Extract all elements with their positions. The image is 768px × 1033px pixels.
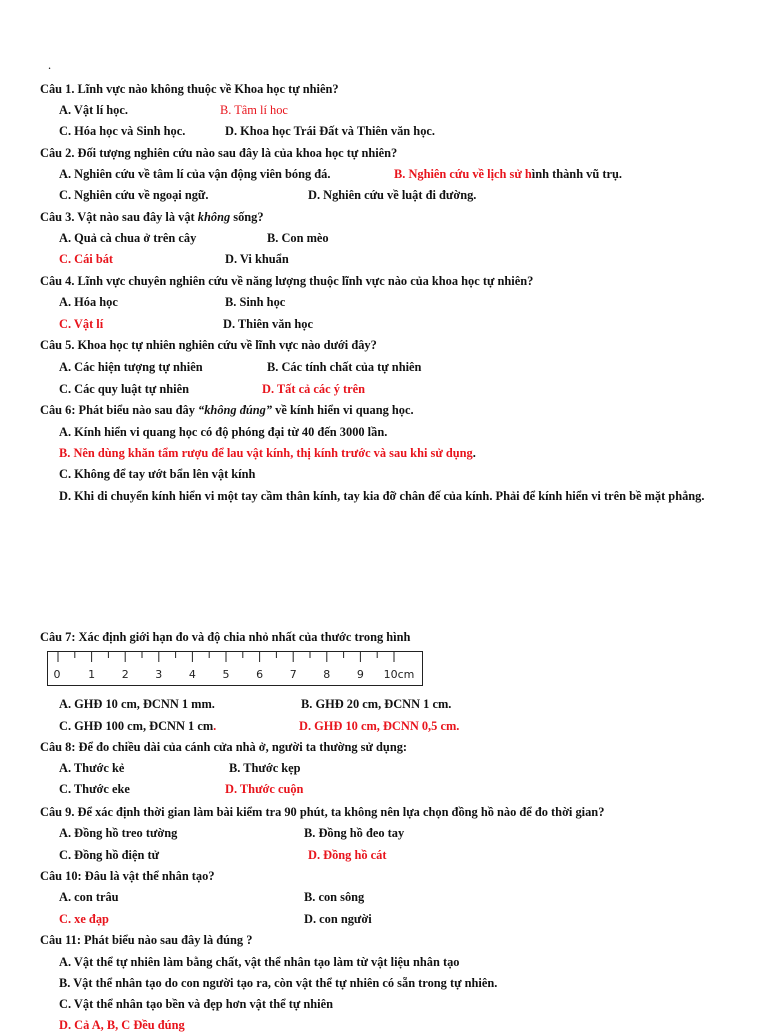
- q2-option-d: D. Nghiên cứu về luật đi đường.: [308, 188, 477, 202]
- ruler-label: 7: [289, 668, 297, 681]
- q11-option-a: A. Vật thể tự nhiên làm bằng chất, vật thể nhân tạo làm từ vật liệu nhân tạo: [59, 955, 460, 969]
- q3-option-a: A. Quả cà chua ở trên cây: [59, 231, 197, 245]
- q10-option-b: B. con sông: [304, 890, 365, 904]
- q2-option-b: [394, 167, 622, 182]
- page-marker: .: [48, 58, 52, 72]
- q8-option-b: B. Thước kẹp: [229, 761, 301, 775]
- q11-option-b: B. Vật thể nhân tạo do con người tạo ra, còn vật thể tự nhiên có sẵn trong tự nhiên.: [59, 976, 498, 990]
- q5-option-a: A. Các hiện tượng tự nhiên: [59, 360, 203, 374]
- ruler-label: 9: [356, 668, 364, 681]
- q9-option-b: B. Đồng hồ đeo tay: [304, 826, 405, 840]
- q2-option-a: A. Nghiên cứu về tâm lí của vận động viên bóng đá.: [59, 167, 331, 181]
- q4-option-a: A. Hóa học: [59, 295, 118, 309]
- q10-option-c-answer: C. xe đạp: [59, 912, 109, 926]
- q1-option-c: C. Hóa học và Sinh học.: [59, 124, 186, 138]
- question-6: Câu 6: Phát biểu nào sau đây “không đúng” về kính hiển vi quang học.: [40, 403, 414, 417]
- question-4: Câu 4. Lĩnh vực chuyên nghiên cứu về năng lượng thuộc lĩnh vực nào của khoa học tự nhiên?: [40, 274, 534, 288]
- ruler-label: 8: [323, 668, 331, 681]
- q10-option-a: A. con trâu: [59, 890, 119, 904]
- q6-option-b: B. Nên dùng khăn tẩm rượu để lau vật kính, thị kính trước và sau khi sử dụng.: [59, 446, 476, 460]
- q3-option-d: D. Vi khuẩn: [225, 252, 289, 266]
- q6-emphasis: “không đúng”: [198, 403, 273, 417]
- ruler-label: 3: [155, 668, 163, 681]
- ruler-label: 4: [188, 668, 196, 681]
- q2-option-b-rest: ình thành vũ trụ.: [531, 167, 622, 181]
- ruler-label: 1: [88, 668, 96, 681]
- ruler-label: 6: [256, 668, 264, 681]
- q5-option-d-answer: D. Tất cả các ý trên: [262, 382, 365, 396]
- q5-option-c: C. Các quy luật tự nhiên: [59, 382, 189, 396]
- q5-option-b: B. Các tính chất của tự nhiên: [267, 360, 422, 374]
- question-9: Câu 9. Để xác định thời gian làm bài kiểm tra 90 phút, ta không nên lựa chọn đồng hồ nào để đo thời gian?: [40, 805, 605, 819]
- ruler-label: 2: [121, 668, 129, 681]
- q1-option-d: D. Khoa học Trái Đất và Thiên văn học.: [225, 124, 435, 138]
- q1-option-b-answer: B. Tâm lí hoc: [220, 103, 288, 117]
- q6-option-b-answer: B. Nên dùng khăn tẩm rượu để lau vật kính, thị kính trước và sau khi sử dụng: [59, 446, 473, 460]
- q4-option-c-answer: C. Vật lí: [59, 317, 104, 331]
- ruler-body: [48, 652, 423, 686]
- q2-option-c: C. Nghiên cứu về ngoại ngữ.: [59, 188, 209, 202]
- question-5: Câu 5. Khoa học tự nhiên nghiên cứu về lĩnh vực nào dưới đây?: [40, 338, 377, 352]
- question-2: Câu 2. Đối tượng nghiên cứu nào sau đây là của khoa học tự nhiên?: [40, 146, 398, 160]
- q3-option-b: B. Con mèo: [267, 231, 329, 245]
- question-3: Câu 3. Vật nào sau đây là vật không sống?: [40, 210, 264, 224]
- q7-option-d-answer: D. GHĐ 10 cm, ĐCNN 0,5 cm.: [299, 719, 460, 733]
- question-11: Câu 11: Phát biểu nào sau đây là đúng ?: [40, 933, 253, 947]
- ruler-label: 10cm: [383, 668, 415, 681]
- q8-option-a: A. Thước kẻ: [59, 761, 125, 775]
- q6-option-d: D. Khi di chuyển kính hiển vi một tay cầm thân kính, tay kia đỡ chân đế của kính. Phải để kính hiển vi trên bề mặt phẳng.: [59, 489, 705, 503]
- q3-emphasis: không: [197, 210, 231, 224]
- q6-option-a: A. Kính hiển vi quang học có độ phóng đại từ 40 đến 3000 lần.: [59, 425, 388, 439]
- question-8: Câu 8: Để đo chiều dài của cánh cửa nhà ở, người ta thường sử dụng:: [40, 740, 408, 754]
- question-10: Câu 10: Đâu là vật thể nhân tạo?: [40, 869, 215, 883]
- ruler-image: [47, 651, 423, 687]
- q11-option-d-answer: D. Cả A, B, C Đều đúng: [59, 1018, 185, 1032]
- q7-option-a: A. GHĐ 10 cm, ĐCNN 1 mm.: [59, 697, 215, 711]
- question-7: Câu 7: Xác định giới hạn đo và độ chia nhỏ nhất của thước trong hình: [40, 630, 411, 644]
- q1-option-a: A. Vật lí học.: [59, 103, 128, 117]
- q10-option-d: D. con người: [304, 912, 372, 926]
- q7-option-b: B. GHĐ 20 cm, ĐCNN 1 cm.: [301, 697, 452, 711]
- q9-option-a: A. Đồng hồ treo tường: [59, 826, 178, 840]
- q9-option-d-answer: D. Đồng hồ cát: [308, 848, 387, 862]
- q8-option-d-answer: D. Thước cuộn: [225, 782, 304, 796]
- q3-option-c-answer: C. Cái bát: [59, 252, 114, 266]
- ruler-label: 0: [53, 668, 61, 681]
- q8-option-c: C. Thước eke: [59, 782, 130, 796]
- q6-option-c: C. Không để tay ướt bẩn lên vật kính: [59, 467, 256, 481]
- q4-option-b: B. Sinh học: [225, 295, 286, 309]
- q9-option-c: C. Đồng hồ điện tử: [59, 848, 160, 862]
- ruler-label: 5: [222, 668, 230, 681]
- q11-option-c: C. Vật thể nhân tạo bền và đẹp hơn vật thể tự nhiên: [59, 997, 333, 1011]
- question-1: Câu 1. Lĩnh vực nào không thuộc về Khoa học tự nhiên?: [40, 82, 339, 96]
- q4-option-d: D. Thiên văn học: [223, 317, 313, 331]
- q7-option-c: C. GHĐ 100 cm, ĐCNN 1 cm.: [59, 719, 217, 733]
- q2-option-b-answer-part: B. Nghiên cứu về lịch sử h: [394, 167, 532, 181]
